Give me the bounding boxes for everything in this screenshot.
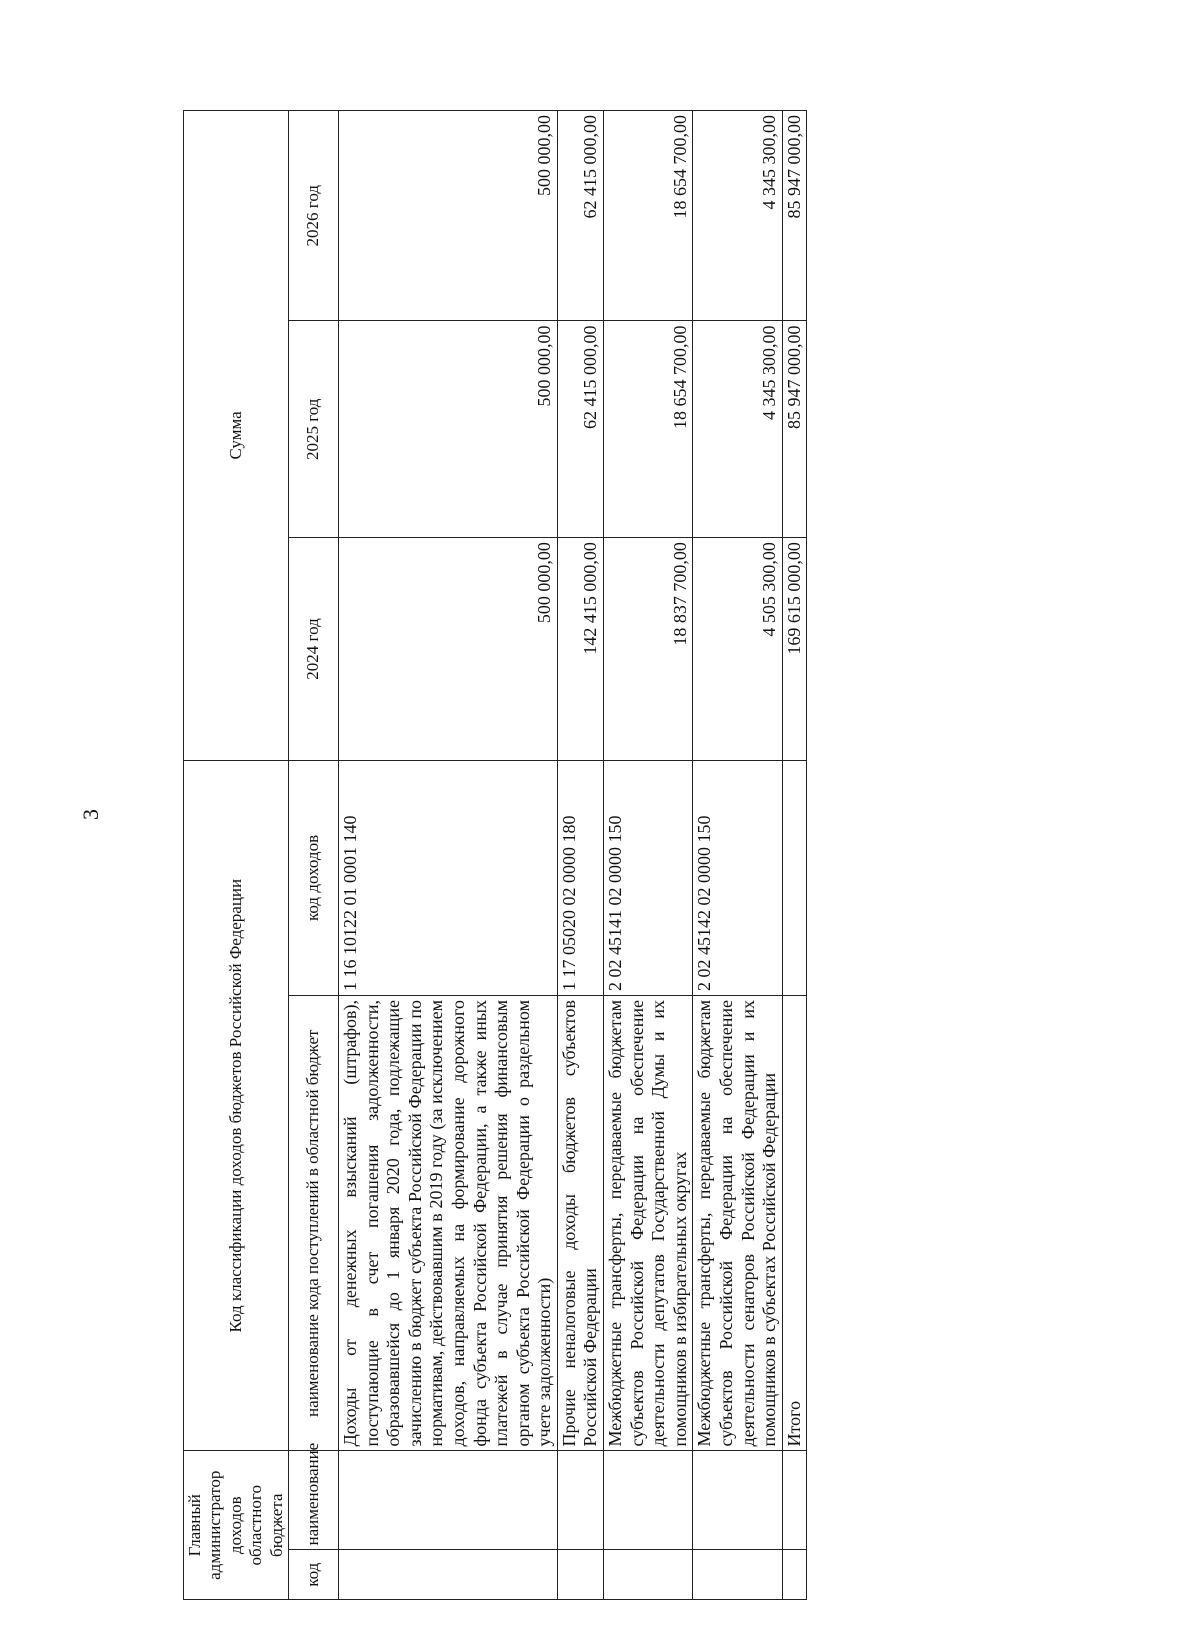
page-number: 3 <box>78 809 103 820</box>
cell-income-code: 2 02 45141 02 0000 150 <box>604 760 693 995</box>
header-admin-code: код <box>288 1550 338 1600</box>
total-code <box>782 760 807 995</box>
cell-income-code: 2 02 45142 02 0000 150 <box>693 760 782 995</box>
table-row <box>557 111 603 1600</box>
total-admin-code <box>782 1550 807 1600</box>
cell-sum-2024: 4 505 300,00 <box>693 538 782 761</box>
table-row <box>338 111 557 1600</box>
total-label: Итого <box>782 996 807 1451</box>
cell-sum-2025: 18 654 700,00 <box>604 321 693 538</box>
cell-admin-code <box>338 1550 557 1600</box>
cell-sum-2025: 500 000,00 <box>338 321 557 538</box>
cell-income-name: Межбюджетные трансферты, передаваемые бюджетам субъектов Российской Федерации на обеспечение деятельности сенаторов Российской Федерации и их помощников в субъектах Российской Федерации <box>693 996 782 1451</box>
cell-income-code: 1 17 05020 02 0000 180 <box>557 760 603 995</box>
cell-income-name: Прочие неналоговые доходы бюджетов субъектов Российской Федерации <box>557 996 603 1451</box>
cell-sum-2026: 4 345 300,00 <box>693 111 782 321</box>
cell-sum-2024: 18 837 700,00 <box>604 538 693 761</box>
total-sum-2026: 85 947 000,00 <box>782 111 807 321</box>
header-row-1 <box>184 111 289 1600</box>
header-row-2 <box>288 111 338 1600</box>
cell-sum-2026: 500 000,00 <box>338 111 557 321</box>
total-sum-2024: 169 615 000,00 <box>782 538 807 761</box>
cell-sum-2024: 500 000,00 <box>338 538 557 761</box>
cell-admin-name <box>693 1451 782 1550</box>
cell-admin-name <box>604 1451 693 1550</box>
rotated-table-container <box>183 110 1110 1600</box>
header-year-2026: 2026 год <box>288 111 338 321</box>
cell-income-name: Доходы от денежных взысканий (штрафов), поступающие в счет погашения задолженности, образовавшейся до 1 января 2020 года, подлежащие зачислению в бюджет субъекта Российской Федерации по нормативам, действовавшим в 2019 году (за исключением доходов, направляемых на формирование дорожного фонда субъекта Российской Федерации, а также иных платежей в случае принятия решения финансовым органом субъекта Российской Федерации о раздельном учете задолженности) <box>338 996 557 1451</box>
table-frame <box>183 110 1110 1600</box>
total-sum-2025: 85 947 000,00 <box>782 321 807 538</box>
header-administrator: Главный администратор доходов областного бюджета <box>184 1451 289 1600</box>
cell-sum-2026: 62 415 000,00 <box>557 111 603 321</box>
table-row <box>604 111 693 1600</box>
total-row <box>782 111 807 1600</box>
header-year-2024: 2024 год <box>288 538 338 761</box>
cell-admin-code <box>693 1550 782 1600</box>
cell-income-name: Межбюджетные трансферты, передаваемые бюджетам субъектов Российской Федерации на обеспечение деятельности депутатов Государственной Думы и их помощников в избирательных округах <box>604 996 693 1451</box>
cell-sum-2025: 62 415 000,00 <box>557 321 603 538</box>
header-income-name: наименование кода поступлений в областной бюджет <box>288 996 338 1451</box>
cell-sum-2025: 4 345 300,00 <box>693 321 782 538</box>
cell-admin-code <box>604 1550 693 1600</box>
total-admin-name <box>782 1451 807 1550</box>
cell-income-code: 1 16 10122 01 0001 140 <box>338 760 557 995</box>
header-year-2025: 2025 год <box>288 321 338 538</box>
cell-admin-name <box>338 1451 557 1550</box>
cell-sum-2024: 142 415 000,00 <box>557 538 603 761</box>
budget-income-table <box>183 110 807 1600</box>
cell-sum-2026: 18 654 700,00 <box>604 111 693 321</box>
table-row <box>693 111 782 1600</box>
header-classification: Код классификации доходов бюджетов Российской Федерации <box>184 760 289 1451</box>
header-income-code: код доходов <box>288 760 338 995</box>
cell-admin-code <box>557 1550 603 1600</box>
header-sum: Сумма <box>184 111 289 761</box>
header-admin-name: наименование <box>288 1451 338 1550</box>
cell-admin-name <box>557 1451 603 1550</box>
